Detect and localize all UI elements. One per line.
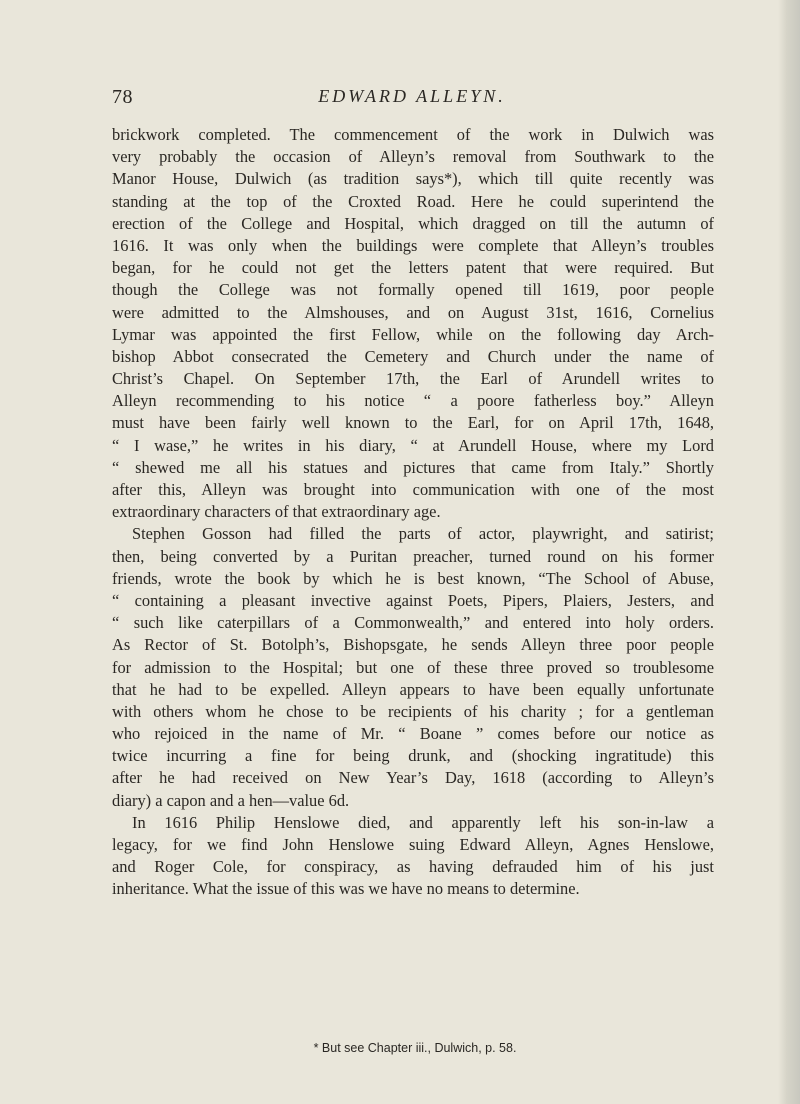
text-line: inheritance. What the issue of this was we have no means to determine.: [112, 879, 580, 899]
text-line: erection of the College and Hospital, which dragged on till the autumn of: [112, 213, 714, 233]
text-line: friends, wrote the book by which he is best known, “The School of Abuse,: [112, 568, 714, 588]
text-line: twice incurring a fine for being drunk, and (shocking ingratitude) this: [112, 746, 714, 766]
text-line: brickwork completed. The commencement of the work in Dulwich was: [112, 125, 714, 144]
text-line: “ such like caterpillars of a Commonwealth,” and entered into holy orders.: [112, 613, 714, 633]
text-line: and Roger Cole, for conspiracy, as having defrauded him of his just: [112, 857, 714, 877]
running-head: EDWARD ALLEYN.: [318, 86, 506, 106]
text-line: extraordinary characters of that extraordinary age.: [112, 502, 441, 522]
paragraph: [112, 812, 714, 901]
paragraph: [112, 523, 714, 811]
text-line: 1616. It was only when the buildings were complete that Alleyn’s troubles: [112, 235, 714, 255]
text-line: very probably the occasion of Alleyn’s removal from Southwark to the: [112, 147, 714, 167]
text-line: Christ’s Chapel. On September 17th, the Earl of Arundell writes to: [112, 369, 714, 389]
text-line: As Rector of St. Botolph’s, Bishopsgate, he sends Alleyn three poor people: [112, 635, 714, 655]
text-line: “ shewed me all his statues and pictures that came from Italy.” Shortly: [112, 457, 714, 477]
text-line: legacy, for we find John Henslowe suing Edward Alleyn, Agnes Henslowe,: [112, 835, 714, 854]
text-line: that he had to be expelled. Alleyn appears to have been equally unfortunate: [112, 679, 714, 699]
text-line: Stephen Gosson had filled the parts of actor, playwright, and satirist;: [132, 524, 714, 544]
text-line: after he had received on New Year’s Day, 1618 (according to Alleyn’s: [112, 768, 714, 788]
text-line: Lymar was appointed the first Fellow, while on the following day Arch-: [112, 324, 714, 344]
text-line: bishop Abbot consecrated the Cemetery and Church under the name of: [112, 346, 714, 366]
text-line: standing at the top of the Croxted Road. Here he could superintend the: [112, 191, 714, 211]
page-edge-shadow: [778, 0, 800, 1104]
text-line: In 1616 Philip Henslowe died, and apparently left his son-in-law a: [132, 812, 714, 832]
page-header: [112, 86, 712, 116]
text-line: “ I wase,” he writes in his diary, “ at Arundell House, where my Lord: [112, 435, 714, 455]
page-number: 78: [112, 86, 133, 108]
text-line: diary) a capon and a hen—value 6d.: [112, 790, 350, 810]
text-line: Alleyn recommending to his notice “ a poore fatherless boy.” Alleyn: [112, 391, 714, 411]
body-text: [112, 124, 714, 901]
text-line: “ containing a pleasant invective against Poets, Pipers, Plaiers, Jesters, and: [112, 590, 714, 610]
text-line: began, for he could not get the letters patent that were required. But: [112, 258, 714, 278]
text-line: who rejoiced in the name of Mr. “ Boane ” comes before our notice as: [112, 724, 714, 744]
text-line: after this, Alleyn was brought into communication with one of the most: [112, 480, 714, 499]
text-line: Manor House, Dulwich (as tradition says*), which till quite recently was: [112, 169, 714, 189]
footnote: * But see Chapter iii., Dulwich, p. 58.: [313, 1041, 517, 1055]
text-line: then, being converted by a Puritan preacher, turned round on his former: [112, 546, 714, 566]
text-line: for admission to the Hospital; but one of these three proved so troublesome: [112, 657, 714, 677]
text-line: were admitted to the Almshouses, and on August 31st, 1616, Cornelius: [112, 302, 714, 322]
text-line: with others whom he chose to be recipients of his charity ; for a gentleman: [112, 701, 714, 721]
text-line: though the College was not formally opened till 1619, poor people: [112, 280, 714, 300]
paragraph: [112, 124, 714, 523]
text-line: must have been fairly well known to the Earl, for on April 17th, 1648,: [112, 413, 714, 433]
